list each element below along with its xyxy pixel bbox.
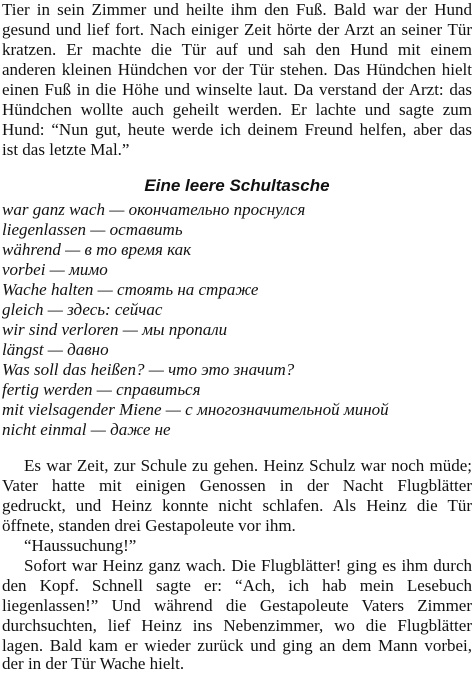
text-line: lagen. Bald kam er wieder zurück und ging an dem Mann vorbei, bbox=[2, 636, 472, 655]
text-line: kratzen. Er machte die Tür auf und sah den Hund mit einem bbox=[2, 40, 472, 59]
vocabulary-item: längst — давно bbox=[2, 340, 109, 359]
text-line: den Kopf. Schnell sagte er: “Ach, ich hab mein Lesebuch bbox=[2, 576, 472, 595]
text-line: Vater hatte mit einigen Genossen in der Nacht Flugblätter bbox=[2, 476, 472, 495]
vocabulary-item: während — в то время как bbox=[2, 240, 192, 259]
text-line: Hündchen wollte auch geheilt werden. Er lachte und sagte zum bbox=[2, 100, 472, 119]
text-line: Hund: “Nun gut, heute werde ich deinem Freund helfen, aber das bbox=[2, 120, 472, 139]
vocabulary-item: war ganz wach — окончательно проснулся bbox=[2, 200, 306, 219]
text-line: gedruckt, und Heinz konnte nicht schlafen. Als Heinz die Tür bbox=[2, 496, 472, 515]
vocabulary-item: nicht einmal — даже не bbox=[2, 420, 171, 439]
text-line: Sofort war Heinz ganz wach. Die Flugblätter! ging es ihm durch bbox=[24, 556, 472, 575]
text-line: einen Fuß in die Höhe und winselte laut. Da verstand der Arzt: das bbox=[2, 80, 472, 99]
vocabulary-item: liegenlassen — оставить bbox=[2, 220, 183, 239]
text-line: der in der Tür Wache hielt. bbox=[2, 654, 185, 673]
text-line: durchsuchten, lief Heinz ins Nebenzimmer, wo die Flugblätter bbox=[2, 616, 472, 635]
section-title: Eine leere Schultasche bbox=[144, 176, 330, 195]
vocabulary-item: vorbei — мимо bbox=[2, 260, 108, 279]
text-line: Es war Zeit, zur Schule zu gehen. Heinz Schulz war noch müde; bbox=[24, 456, 472, 475]
vocabulary-item: mit vielsagender Miene — с многозначительной миной bbox=[2, 400, 389, 419]
vocabulary-item: Wache halten — стоять на страже bbox=[2, 280, 259, 299]
text-line: gesund und lief fort. Nach einiger Zeit hörte der Arzt an seiner Tür bbox=[2, 20, 472, 39]
vocabulary-item: wir sind verloren — мы пропали bbox=[2, 320, 228, 339]
text-line: liegenlassen!” Und während die Gestapoleute Vaters Zimmer bbox=[2, 596, 472, 615]
text-line: anderen kleinen Hündchen vor der Tür stehen. Das Hündchen hielt bbox=[2, 60, 472, 79]
text-line: öffnete, standen drei Gestapoleute vor ihm. bbox=[2, 516, 296, 535]
vocabulary-item: fertig werden — справиться bbox=[2, 380, 201, 399]
text-line: ist das letzte Mal.” bbox=[2, 140, 130, 159]
text-line: “Haussuchung!” bbox=[24, 536, 137, 555]
vocabulary-item: Was soll das heißen? — что это значит? bbox=[2, 360, 295, 379]
vocabulary-item: gleich — здесь: сейчас bbox=[2, 300, 163, 319]
text-line: Tier in sein Zimmer und heilte ihm den Fuß. Bald war der Hund bbox=[2, 0, 472, 19]
